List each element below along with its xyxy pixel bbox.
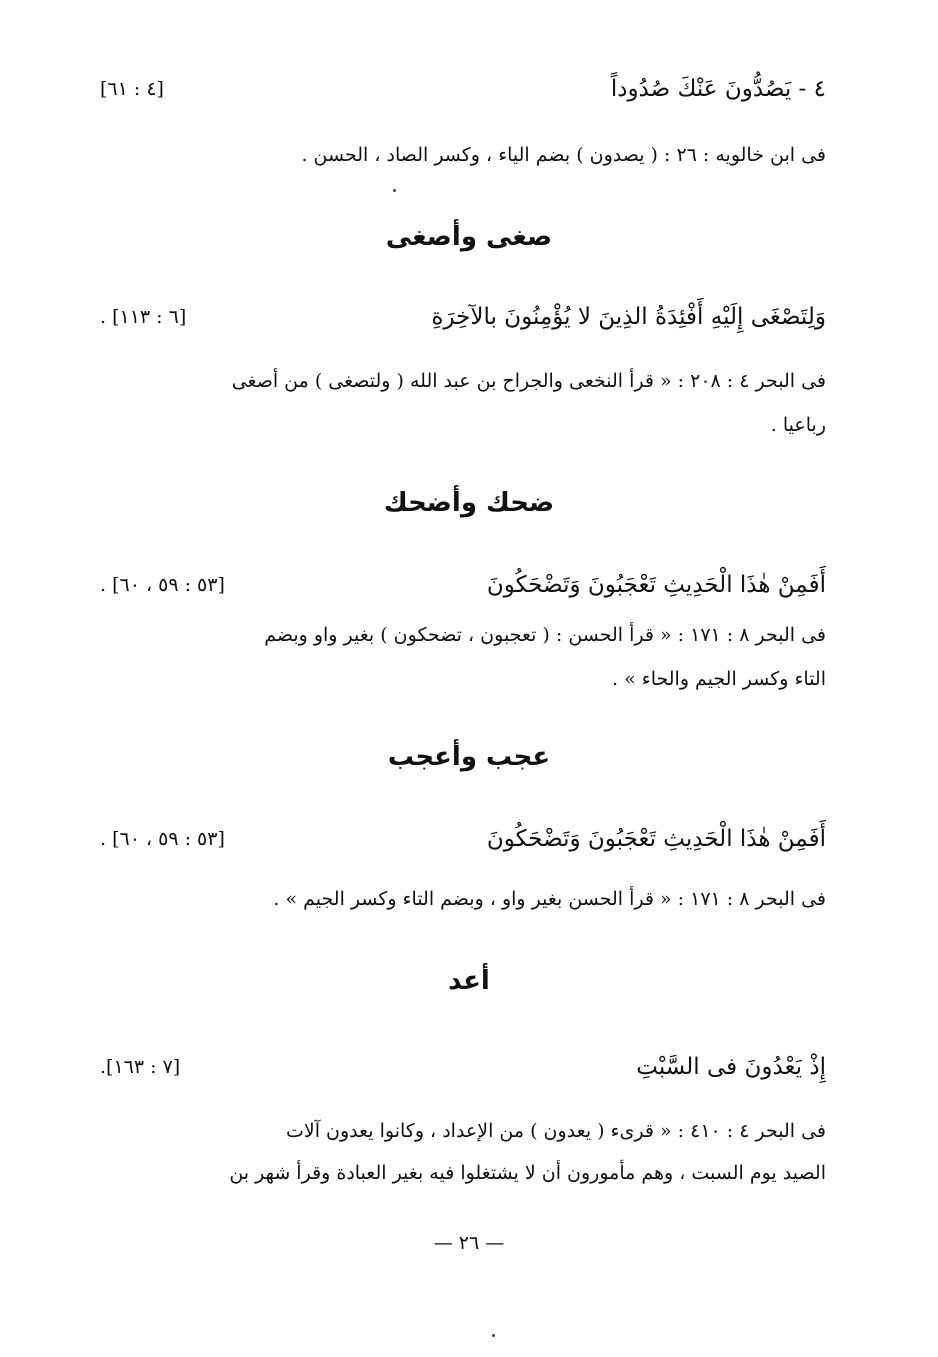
section-heading: ضحك وأضحك — [383, 488, 555, 518]
verse-reference: [٦ : ١١٣] . — [100, 306, 187, 328]
section-heading: صغى وأصغى — [385, 222, 553, 252]
verse-reference: [٧ : ١٦٣]. — [100, 1056, 181, 1078]
quran-verse: ٤ - يَصُدُّونَ عَنْكَ صُدُوداً — [610, 76, 826, 102]
verse-row — [100, 1054, 826, 1094]
quran-verse: أَفَمِنْ هٰذَا الْحَدِيثِ تَعْجَبُونَ وَتَضْحَكُونَ — [486, 826, 826, 852]
commentary-line: فى البحر ٤ : ٤١٠ : « قرىء ( يعدون ) من الإعداد ، وكانوا يعدون آلات — [285, 1120, 826, 1142]
commentary-line: رباعيا . — [770, 414, 826, 436]
quran-verse: إِذْ يَعْدُونَ فى السَّبْتِ — [636, 1054, 826, 1080]
verse-reference: [٥٣ : ٥٩ ، ٦٠] . — [100, 574, 225, 596]
commentary-line: فى البحر ٤ : ٢٠٨ : « قرأ النخعى والجراح بن عبد الله ( ولتصغى ) من أصغى — [231, 370, 826, 392]
commentary-line: الصيد يوم السبت ، وهم مأمورون أن لا يشتغلوا فيه بغير العبادة وقرأ شهر بن — [229, 1162, 826, 1184]
commentary-line: فى ابن خالويه : ٢٦ : ( يصدون ) بضم الياء ، وكسر الصاد ، الحسن . — [301, 144, 826, 166]
speck — [393, 189, 396, 192]
quran-verse: وَلِتَصْغَى إِلَيْهِ أَفْئِدَةُ الذِينَ لا يُؤْمِنُونَ بالآخِرَةِ — [431, 304, 826, 330]
section-heading: عجب وأعجب — [387, 742, 551, 772]
verse-reference: [٥٣ : ٥٩ ، ٦٠] . — [100, 828, 225, 850]
commentary-line: التاء وكسر الجيم والحاء » . — [612, 668, 826, 690]
verse-row — [100, 826, 826, 866]
verse-reference: [٤ : ٦١] — [100, 78, 164, 100]
commentary-line: فى البحر ٨ : ١٧١ : « قرأ الحسن : ( تعجبون ، تضحكون ) بغير واو وبضم — [264, 624, 826, 646]
verse-row — [100, 76, 826, 116]
verse-row — [100, 304, 826, 344]
verse-row — [100, 572, 826, 612]
section-heading: أعد — [448, 966, 490, 996]
page-number: — ٢٦ — — [433, 1232, 505, 1254]
speck — [492, 1334, 495, 1337]
commentary-line: فى البحر ٨ : ١٧١ : « قرأ الحسن بغير واو ، وبضم التاء وكسر الجيم » . — [273, 888, 826, 910]
quran-verse: أَفَمِنْ هٰذَا الْحَدِيثِ تَعْجَبُونَ وَتَضْحَكُونَ — [486, 572, 826, 598]
